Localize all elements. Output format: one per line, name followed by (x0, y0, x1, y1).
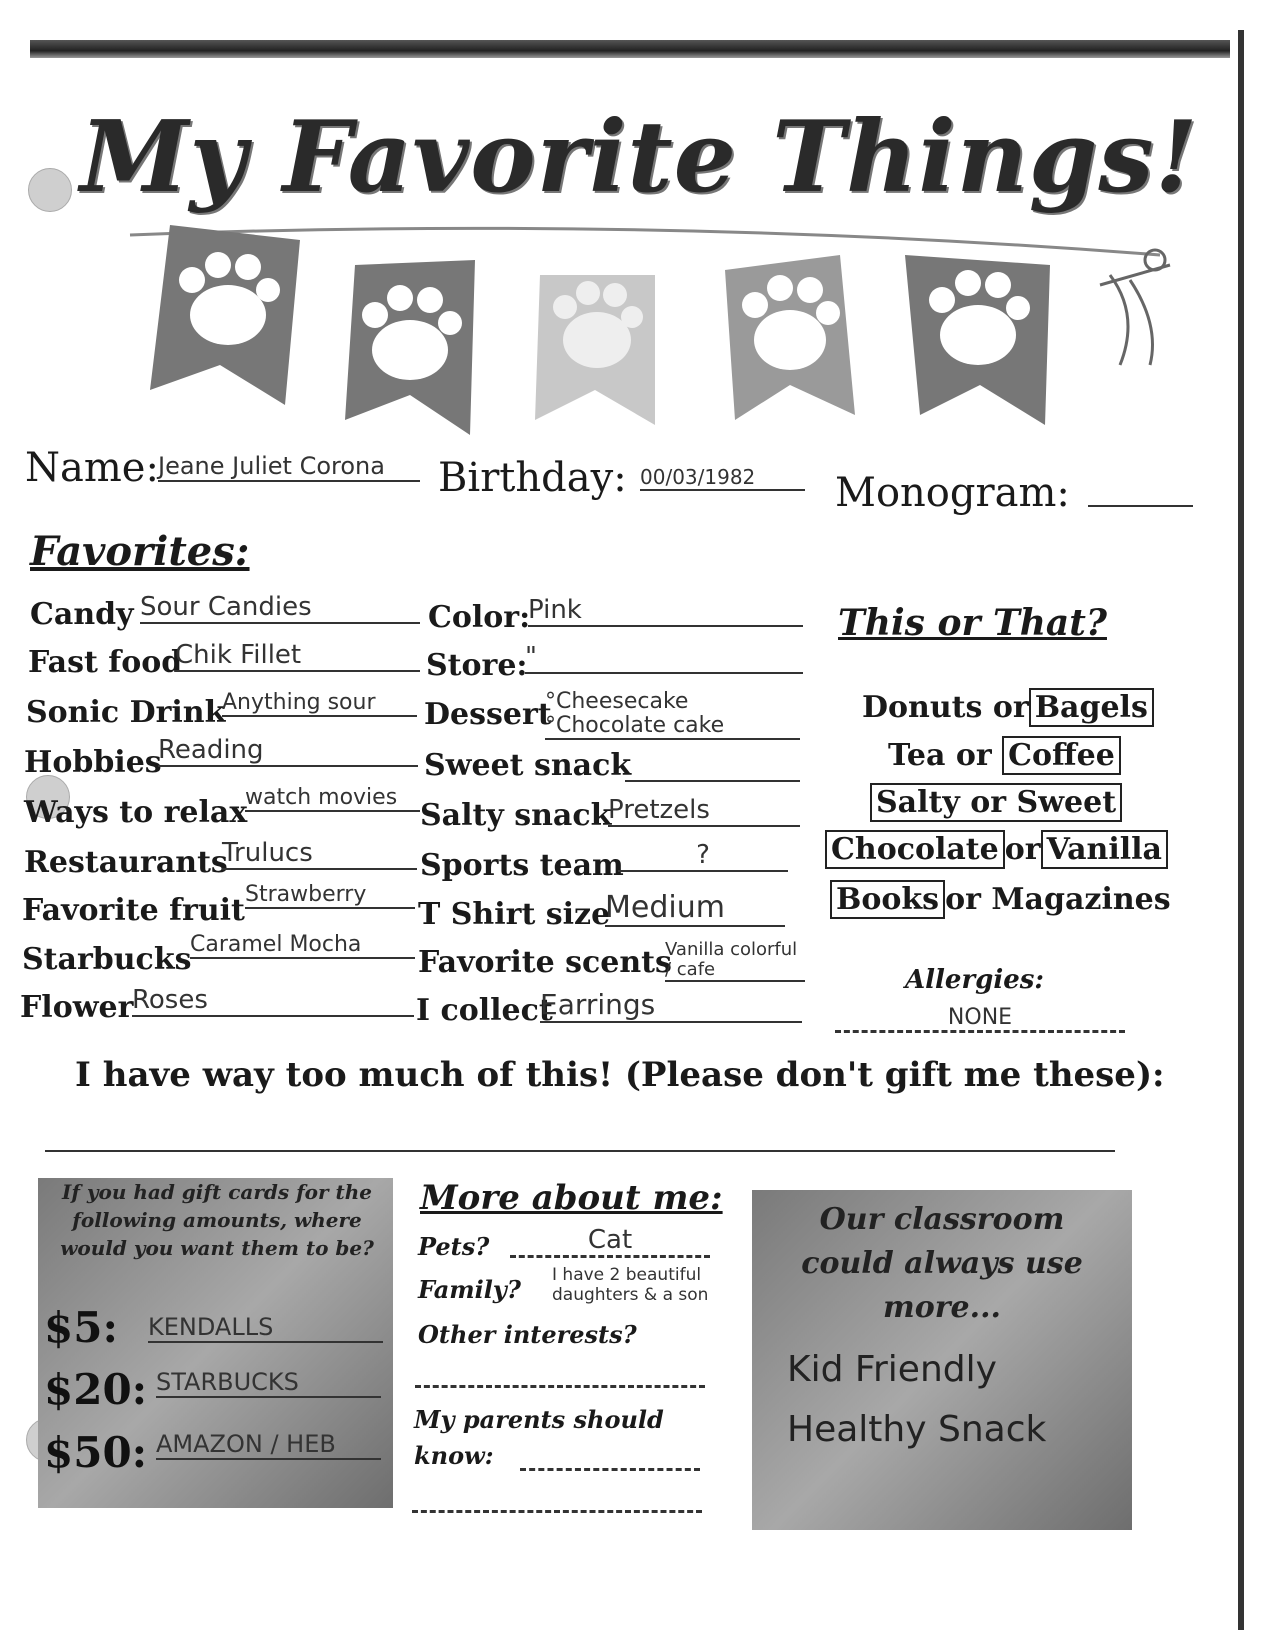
family-field[interactable]: I have 2 beautiful daughters & a son (552, 1265, 709, 1305)
ways-to-relax-field[interactable]: watch movies (245, 785, 420, 812)
too-much-prompt: I have way too much of this! (Please don't gift me these): (75, 1055, 1165, 1095)
favorite-scents-label: Favorite scents (418, 945, 672, 980)
gift-cards-box (38, 1178, 393, 1508)
this-or-that-row (870, 785, 1122, 820)
or-label: or (992, 690, 1029, 725)
flower-field[interactable]: Roses (132, 985, 414, 1017)
restaurants-label: Restaurants (24, 845, 228, 880)
more-about-me-heading: More about me: (420, 1178, 723, 1218)
scan-right-edge (1238, 30, 1244, 1630)
option-salty: Salty (876, 785, 960, 820)
punch-hole (28, 168, 72, 212)
option-coffee-selected[interactable]: Coffee (1002, 736, 1121, 775)
gift-20-amount: $20: (44, 1365, 148, 1414)
this-or-that-row (888, 738, 1121, 773)
birthday-label: Birthday: (438, 455, 627, 501)
gift-50-field[interactable]: AMAZON / HEB (156, 1430, 381, 1460)
gift-50-amount: $50: (44, 1428, 148, 1477)
or-label: or (955, 738, 992, 773)
store-field[interactable]: " (525, 642, 803, 674)
color-field[interactable]: Pink (528, 595, 803, 627)
gift-cards-prompt: If you had gift cards for the following amounts, where would you want them to be? (60, 1180, 374, 1260)
fast-food-label: Fast food (28, 645, 183, 680)
sports-team-field[interactable]: ? (618, 840, 788, 872)
birthday-field[interactable]: 00/03/1982 (640, 465, 805, 491)
other-interests-field[interactable] (415, 1385, 705, 1388)
favorite-fruit-field[interactable]: Strawberry (245, 882, 415, 909)
candy-label: Candy (30, 597, 134, 632)
restaurants-field[interactable]: Trulucs (222, 838, 417, 870)
this-or-that-row (825, 832, 1168, 867)
option-donuts[interactable]: Donuts (862, 690, 983, 725)
store-label: Store: (426, 648, 528, 683)
dessert-field[interactable]: °Cheesecake °Chocolate cake (545, 690, 800, 740)
classroom-box (752, 1190, 1132, 1530)
sports-team-label: Sports team (420, 848, 624, 883)
gift-20-field[interactable]: STARBUCKS (156, 1368, 381, 1398)
or-label: or (1004, 832, 1041, 867)
option-sweet: Sweet (1016, 785, 1117, 820)
pets-field[interactable]: Cat (510, 1225, 710, 1258)
favorite-fruit-label: Favorite fruit (22, 893, 245, 928)
option-magazines[interactable]: Magazines (991, 882, 1171, 917)
salty-snack-field[interactable]: Pretzels (608, 795, 800, 827)
this-or-that-row (862, 690, 1154, 725)
starbucks-label: Starbucks (22, 942, 192, 977)
pets-label: Pets? (418, 1232, 490, 1261)
color-label: Color: (428, 600, 531, 635)
classroom-prompt: Our classroom could always use more... (801, 1202, 1083, 1325)
dessert-label: Dessert (424, 697, 552, 732)
t-shirt-size-field[interactable]: Medium (605, 890, 785, 927)
or-label: or (945, 882, 981, 917)
starbucks-field[interactable]: Caramel Mocha (190, 932, 415, 959)
monogram-label: Monogram: (835, 470, 1070, 516)
classroom-field[interactable]: Kid Friendly Healthy Snack (787, 1349, 1047, 1450)
hobbies-label: Hobbies (24, 745, 162, 780)
flower-label: Flower (20, 990, 134, 1025)
i-collect-field[interactable]: Earrings (540, 988, 802, 1023)
page-title: My Favorite Things! (80, 100, 1199, 215)
allergies-label: Allergies: (905, 965, 1045, 995)
i-collect-label: I collect (416, 993, 553, 1028)
or-label: or (970, 785, 1007, 820)
sonic-drink-field[interactable]: Anything sour (222, 690, 417, 717)
this-or-that-heading: This or That? (838, 602, 1107, 644)
parents-should-know-field-2[interactable] (412, 1510, 702, 1513)
hobbies-field[interactable]: Reading (158, 735, 418, 767)
option-salty-or-sweet-selected[interactable] (870, 783, 1122, 822)
salty-snack-label: Salty snack (420, 798, 612, 833)
sweet-snack-field[interactable] (625, 752, 800, 782)
option-bagels-selected[interactable]: Bagels (1029, 688, 1154, 727)
candy-field[interactable]: Sour Candies (140, 592, 420, 624)
option-tea[interactable]: Tea (888, 738, 946, 773)
gift-5-field[interactable]: KENDALLS (148, 1313, 383, 1343)
monogram-field[interactable] (1088, 505, 1193, 507)
sweet-snack-label: Sweet snack (424, 748, 632, 783)
option-chocolate-selected[interactable]: Chocolate (825, 830, 1005, 869)
this-or-that-row (830, 882, 1171, 917)
sonic-drink-label: Sonic Drink (26, 695, 226, 730)
gift-5-amount: $5: (44, 1303, 118, 1352)
parents-should-know-field[interactable] (520, 1468, 700, 1471)
name-field[interactable]: Jeane Juliet Corona (158, 452, 420, 482)
t-shirt-size-label: T Shirt size (418, 897, 611, 932)
ways-to-relax-label: Ways to relax (24, 795, 248, 830)
favorites-heading: Favorites: (30, 528, 250, 575)
too-much-field[interactable] (45, 1150, 1115, 1152)
other-interests-label: Other interests? (418, 1320, 637, 1349)
option-books-selected[interactable]: Books (830, 880, 945, 919)
allergies-field[interactable]: NONE (835, 1005, 1125, 1033)
option-vanilla-selected[interactable]: Vanilla (1041, 830, 1168, 869)
fast-food-field[interactable]: Chik Fillet (175, 640, 420, 672)
family-label: Family? (418, 1275, 521, 1304)
favorite-scents-field[interactable]: Vanilla colorful / cafe (665, 940, 805, 982)
name-label: Name: (25, 445, 159, 491)
paw-print-pennant-banner-icon (110, 225, 1190, 455)
parents-should-know-label: My parents should know: (414, 1405, 664, 1470)
scan-top-edge (30, 40, 1230, 58)
